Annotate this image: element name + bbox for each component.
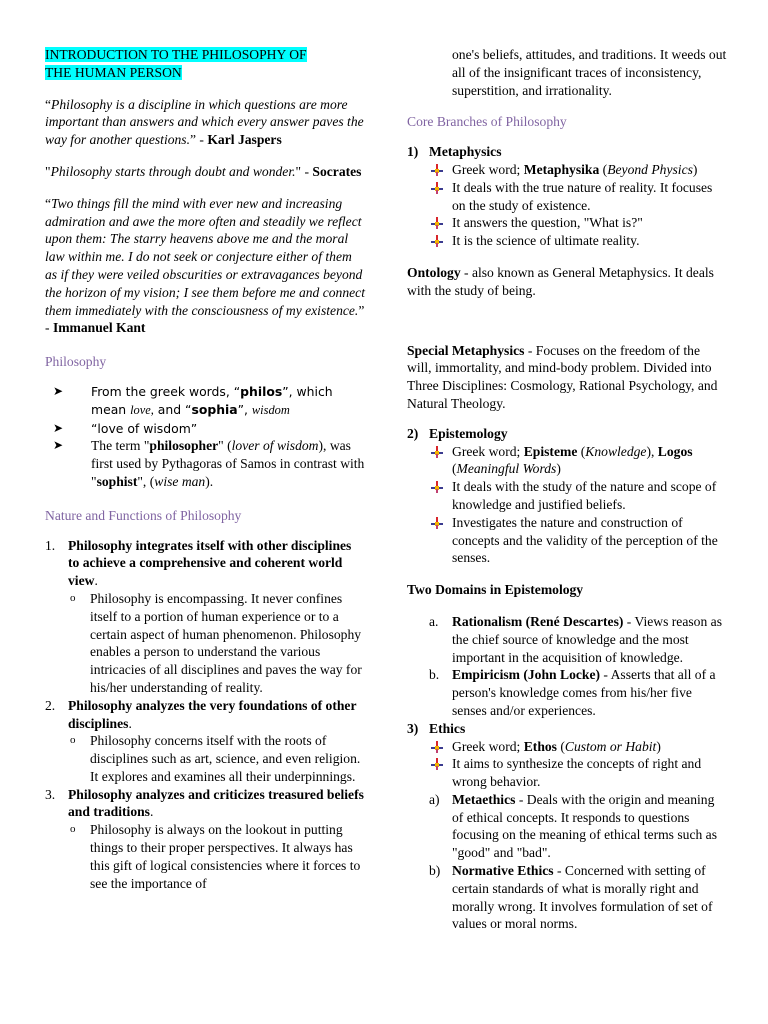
heading-nature-functions: Nature and Functions of Philosophy [45, 507, 242, 523]
metaphysics-list [407, 161, 727, 250]
list-item: Greek word; Metaphysika (Beyond Physics) [407, 161, 727, 179]
circle-bullet-icon: o [70, 823, 76, 836]
quote-author: Karl Jaspers [207, 132, 282, 148]
quote-socrates: "Philosophy starts through doubt and wonder." - Socrates [45, 163, 362, 179]
continuation-text: one's beliefs, attitudes, and traditions. It weeds out all of the insignificant traces of inconsistency, superstition, and irrationality. [452, 47, 727, 98]
pushpin-bullet-icon [431, 182, 443, 194]
heading-core-branches: Core Branches of Philosophy [407, 114, 567, 130]
quote-author: Immanuel Kant [52, 320, 146, 336]
list-item: ➤ The term "philosopher" (lover of wisdom), was first used by Pythagoras of Samos in contrast with "sophist", (wise man). [53, 438, 365, 489]
list-item: Investigates the nature and construction of concepts and the validity of the perception of the senses. [407, 514, 727, 567]
list-item: It is the science of ultimate reality. [407, 232, 727, 250]
pushpin-bullet-icon [431, 758, 443, 770]
list-item: o Philosophy is always on the lookout in putting things to their proper perspectives. It always has this gift of logical consistencies where it forces to see the importance of [70, 822, 361, 891]
functions-list [45, 537, 365, 893]
list-item: It answers the question, "What is?" [407, 214, 727, 232]
heading-philosophy: Philosophy [45, 354, 107, 370]
pushpin-bullet-icon [431, 235, 443, 247]
branch-metaphysics-title: 1) Metaphysics [407, 144, 502, 160]
quote-jaspers: “Philosophy is a discipline in which questions are more important than answers and which every answer paves the way for another questions.” - Karl Jaspers [45, 96, 364, 148]
list-item: ➤ “love of wisdom” [53, 420, 198, 436]
document-title [45, 46, 365, 82]
list-item: o Philosophy is encompassing. It never confines itself to a portion of human experience or to a certain aspect of human phenomenon. Philosophy enables a person to understand the various intricacies of all disciplines and paves the way for his/her understanding of reality. [70, 590, 362, 695]
list-item: a. Rationalism (René Descartes) - Views reason as the chief source of knowledge and the most important in the acquisition of knowledge. [429, 613, 722, 665]
list-item: Greek word; Episteme (Knowledge), Logos (Meaningful Words) [407, 443, 727, 479]
special-metaphysics-paragraph: Special Metaphysics - Focuses on the freedom of the will, immortality, and mind-body problem. Divided into Three Disciplines: Cosmology, Rational Psychology, and Natural Theology. [407, 342, 718, 411]
pushpin-bullet-icon [431, 481, 443, 493]
left-column [45, 0, 365, 892]
pushpin-bullet-icon [431, 217, 443, 229]
list-item: b. Empiricism (John Locke) - Asserts that all of a person's knowledge comes from his/her five senses and/or experiences. [429, 667, 716, 718]
pushpin-bullet-icon [431, 446, 443, 458]
ontology-paragraph: Ontology - also known as General Metaphysics. It deals with the study of being. [407, 264, 714, 298]
list-item: 3. Philosophy analyzes and criticizes treasured beliefs and traditions. o Philosophy is always on the lookout in putting things to their proper perspectives. It always has this gift of logical consistencies where it forces to see the importance of [45, 786, 364, 891]
list-item: It deals with the true nature of reality. It focuses on the study of existence. [407, 179, 727, 215]
branch-ethics-title: 3) Ethics [407, 720, 466, 736]
list-item: 2. Philosophy analyzes the very foundations of other disciplines. o Philosophy concerns itself with the roots of disciplines such as art, science, and even religion. It explores and examines all their underpinnings. [45, 697, 365, 786]
philosophy-list [45, 383, 365, 491]
circle-bullet-icon: o [70, 591, 76, 604]
ethics-list [407, 738, 727, 791]
domains-list [407, 613, 727, 720]
list-item: Greek word; Ethos (Custom or Habit) [407, 738, 727, 756]
quote-author: Socrates [312, 163, 362, 179]
pushpin-bullet-icon [431, 164, 443, 176]
list-item: It aims to synthesize the concepts of right and wrong behavior. [407, 755, 727, 791]
branch-epistemology-title: 2) Epistemology [407, 425, 508, 441]
arrow-bullet-icon: ➤ [53, 420, 64, 435]
arrow-bullet-icon: ➤ [53, 383, 64, 398]
right-column [407, 0, 727, 933]
list-item: o Philosophy concerns itself with the roots of disciplines such as art, science, and even religion. It explores and examines all their underpinnings. [70, 733, 361, 784]
list-item: 1. Philosophy integrates itself with other disciplines to achieve a comprehensive and coherent world view. o Philosophy is encompassing. It never confines itself to a portion of human experience or to a certain aspect of human phenomenon. Philosophy enables a person to understand the various intricacies of all disciplines and paves the way for his/her understanding of reality. [45, 537, 365, 697]
pushpin-bullet-icon [431, 517, 443, 529]
title-line-1: INTRODUCTION TO THE PHILOSOPHY OF [45, 47, 307, 62]
list-item: ➤ From the greek words, “philos”, which mean love, and “sophia”, wisdom [53, 383, 333, 417]
epistemology-list [407, 443, 727, 568]
quote-kant: “Two things fill the mind with ever new and increasing admiration and awe the more often and steadily we reflect upon them: The starry heavens above me and the moral law within me. I do not seek or conjecture either of them as if they were veiled obscurities or extravagances beyond the horizon of my vision; I see them before me and connect them immediately with the consciousness of my existence.” - Immanuel Kant [45, 195, 365, 336]
heading-two-domains: Two Domains in Epistemology [407, 582, 584, 598]
pushpin-bullet-icon [431, 741, 443, 753]
ethics-types-list [407, 791, 727, 933]
arrow-bullet-icon: ➤ [53, 438, 64, 453]
circle-bullet-icon: o [70, 734, 76, 747]
list-item: It deals with the study of the nature and scope of knowledge and justified beliefs. [407, 478, 727, 514]
list-item: a) Metaethics - Deals with the origin and meaning of ethical concepts. It responds to questions focusing on the meaning of ethical terms such as "good" and "bad". [429, 791, 718, 861]
title-line-2: THE HUMAN PERSON [45, 64, 182, 80]
list-item: b) Normative Ethics - Concerned with setting of certain standards of what is morally right and morally wrong. It involves formulation of set of values or moral norms. [429, 863, 713, 932]
